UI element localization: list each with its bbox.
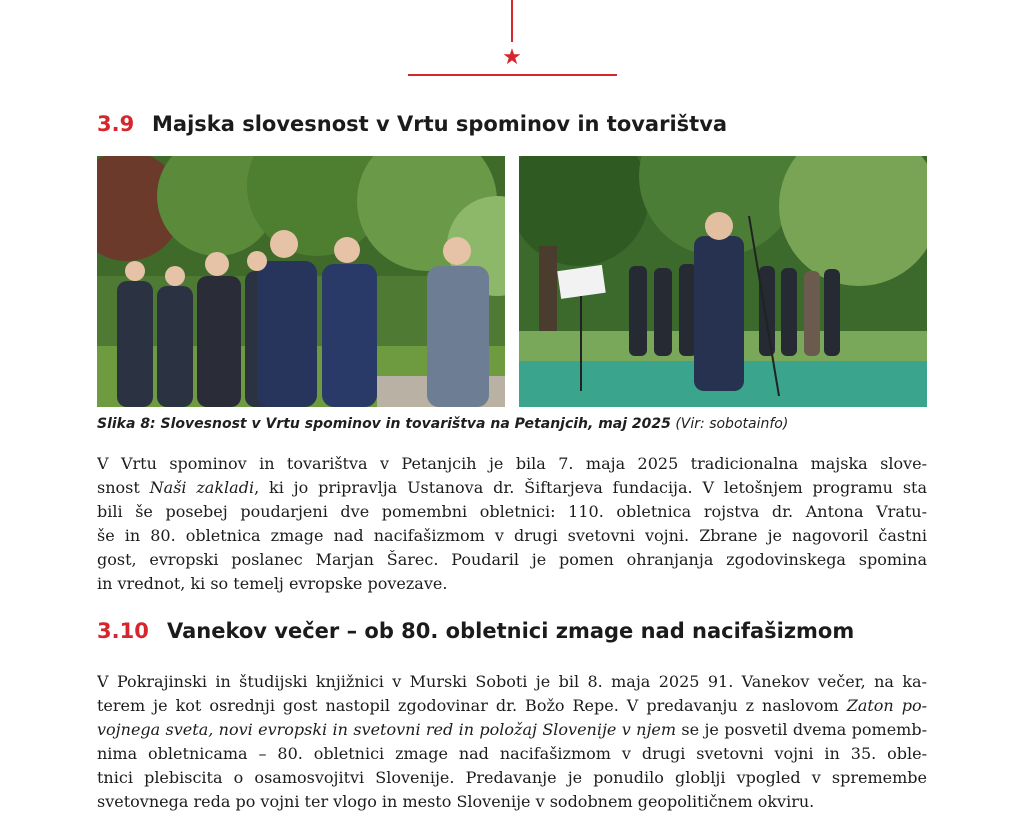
section-heading-3-10 bbox=[97, 619, 854, 643]
section-title: Majska slovesnost v Vrtu spominov in tovarištva bbox=[152, 112, 728, 136]
paragraph-line: vojnega sveta, novi evropski in svetovni red in položaj Slovenije v njem se je posvetil dvema pomemb- bbox=[97, 720, 927, 739]
star-icon: ★ bbox=[502, 45, 522, 70]
paragraph-line: bili še posebej poudarjeni dve pomembni obletnici: 110. obletnica rojstva dr. Antona Vratu- bbox=[97, 502, 927, 521]
figure-caption bbox=[97, 416, 788, 432]
paragraph-line: V Vrtu spominov in tovarištva v Petanjcih je bila 7. maja 2025 tradicionalna majska slove- bbox=[97, 454, 927, 473]
caption-source: (Vir: sobotainfo) bbox=[675, 416, 789, 432]
paragraph-line: V Pokrajinski in študijski knjižnici v Murski Soboti je bil 8. maja 2025 91. Vanekov večer, na ka- bbox=[97, 672, 927, 691]
ornament-vertical-line bbox=[511, 0, 513, 42]
italic-title: Zaton po- bbox=[846, 696, 927, 715]
paragraph-line: tnici plebiscita o osamosvojitvi Slovenije. Predavanje je ponudilo globlji vpogled v spremembe bbox=[97, 768, 927, 787]
paragraph-line: terem je kot osrednji gost nastopil zgodovinar dr. Božo Repe. V predavanju z naslovom Zaton po- bbox=[97, 696, 927, 715]
ornament-horizontal-line bbox=[408, 74, 617, 76]
paragraph-line: gost, evropski poslanec Marjan Šarec. Poudaril je pomen ohranjanja zgodovinskega spomina bbox=[97, 550, 927, 569]
paragraph-2 bbox=[97, 670, 927, 814]
paragraph-line: svetovnega reda po vojni ter vlogo in mesto Slovenije v sodobnem geopolitičnem okviru. bbox=[97, 792, 815, 811]
caption-main: Slika 8: Slovesnost v Vrtu spominov in tovarištva na Petanjcih, maj 2025 bbox=[97, 416, 671, 432]
paragraph-1 bbox=[97, 452, 927, 596]
photo-speaker-podium bbox=[519, 156, 927, 407]
section-title: Vanekov večer – ob 80. obletnici zmage nad nacifašizmom bbox=[167, 619, 855, 643]
paragraph-line: in vrednot, ki so temelj evropske povezave. bbox=[97, 574, 448, 593]
italic-title: Naši zakladi bbox=[149, 478, 255, 497]
photo-ceremony-applause bbox=[97, 156, 505, 407]
section-heading-3-9 bbox=[97, 112, 727, 136]
italic-title: vojnega sveta, novi evropski in svetovni red in položaj Slovenije v njem bbox=[97, 720, 677, 739]
paragraph-line: snost Naši zakladi, ki jo pripravlja Ustanova dr. Šiftarjeva fundacija. V letošnjem programu sta bbox=[97, 478, 927, 497]
paragraph-line: nima obletnicama – 80. obletnici zmage nad nacifašizmom v drugi svetovni vojni in 35. oble- bbox=[97, 744, 927, 763]
section-number: 3.9 bbox=[97, 112, 135, 136]
paragraph-line: še in 80. obletnica zmage nad nacifašizmom v drugi svetovni vojni. Zbrane je nagovoril častni bbox=[97, 526, 927, 545]
section-number: 3.10 bbox=[97, 619, 149, 643]
